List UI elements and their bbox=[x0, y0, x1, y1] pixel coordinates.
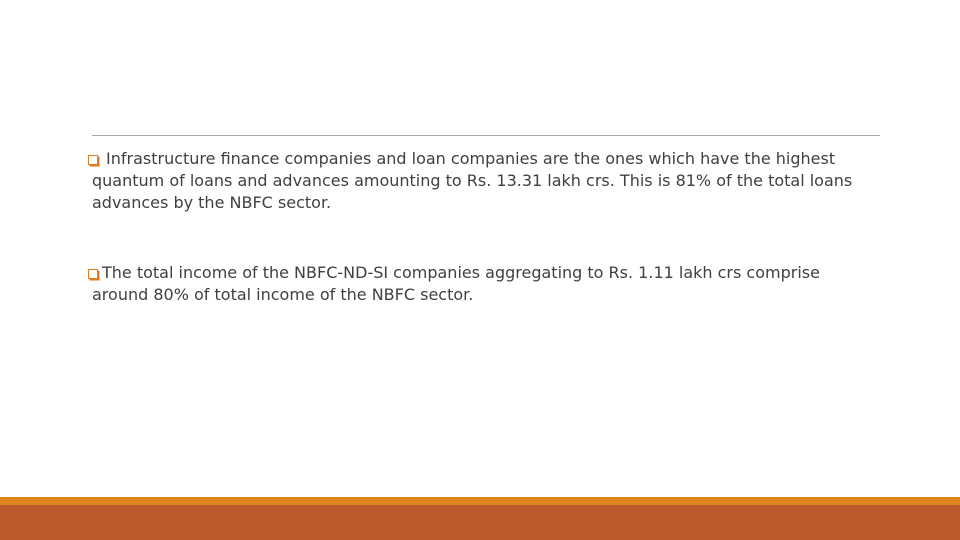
divider bbox=[92, 135, 880, 136]
bullet-line: advances by the NBFC sector. bbox=[92, 193, 332, 212]
bullet-line: around 80% of total income of the NBFC sector. bbox=[92, 285, 474, 304]
checkbox-icon bbox=[88, 155, 98, 165]
bullet-text: The total income of the NBFC-ND-SI companies aggregating to Rs. 1.11 lakh crs comprise bbox=[102, 263, 820, 282]
bullet-line bbox=[88, 262, 862, 284]
bullet-line bbox=[88, 148, 862, 170]
footer-band bbox=[0, 505, 960, 540]
bullet-point-1 bbox=[92, 148, 862, 214]
checkbox-icon bbox=[88, 269, 98, 279]
bullet-line: quantum of loans and advances amounting to Rs. 13.31 lakh crs. This is 81% of the total loans bbox=[92, 171, 853, 190]
footer-accent-stripe bbox=[0, 497, 960, 505]
bullet-text: Infrastructure finance companies and loan companies are the ones which have the highest bbox=[106, 149, 836, 168]
bullet-point-2 bbox=[92, 262, 862, 306]
